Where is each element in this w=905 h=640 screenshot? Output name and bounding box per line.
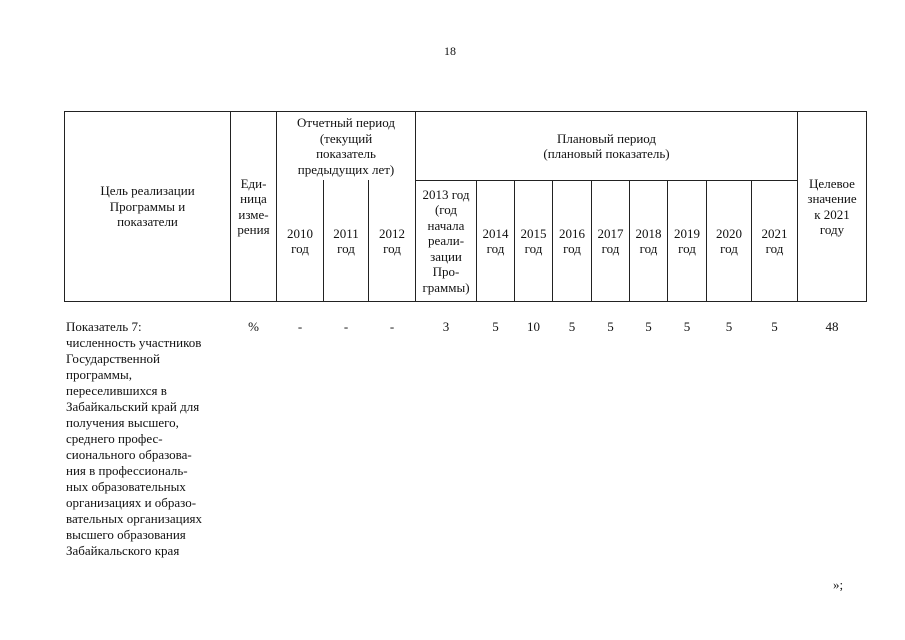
value-2020: 5 (725, 319, 733, 334)
header-year-2014: 2014 год (482, 225, 509, 256)
value-2016: 5 (568, 319, 576, 334)
header-year-2011: 2011 год (333, 225, 359, 256)
header-year-2017: 2017 год (597, 225, 624, 256)
header-planned-period: Плановый период (плановый показатель) (543, 130, 670, 161)
header-unit: Еди- ница изме- рения (237, 175, 270, 237)
value-2012: - (389, 319, 395, 334)
indicator-description: Показатель 7: численность участников Государственной программы, переселившихся в Забайкальский край для получения высшего, среднего профес- сионального образова- ния в профессиональ- ных образовательных организациях и образо- вательных организациях высшего образования Забайкальского края (66, 319, 203, 558)
unit-value: % (248, 319, 259, 334)
value-2021: 5 (771, 319, 778, 334)
header-year-2010: 2010 год (287, 225, 313, 256)
value-2015: 10 (527, 319, 540, 334)
header-year-2020: 2020 год (716, 225, 742, 256)
value-2013: 3 (442, 319, 450, 334)
value-2018: 5 (645, 319, 652, 334)
value-2010: - (297, 319, 303, 334)
value-2011: - (343, 319, 349, 334)
header-year-2015: 2015 год (520, 225, 547, 256)
header-year-2019: 2019 год (674, 225, 700, 256)
header-year-2018: 2018 год (635, 225, 662, 256)
header-year-2021: 2021 год (761, 225, 788, 256)
value-2019: 5 (683, 319, 691, 334)
closing-quote-mark: »; (833, 577, 844, 592)
target-value: 48 (825, 319, 839, 334)
header-target: Целевое значение к 2021 году (807, 175, 857, 237)
header-year-2013: 2013 год (год начала реали- зации Про- граммы) (422, 186, 470, 295)
value-2014: 5 (492, 319, 499, 334)
header-year-2016: 2016 год (559, 225, 585, 256)
header-goal: Цель реализации Программы и показатели (100, 183, 195, 230)
value-2017: 5 (607, 319, 614, 334)
header-reporting-period: Отчетный период (текущий показатель предыдущих лет) (297, 115, 395, 177)
page-number: 18 (444, 44, 456, 58)
header-year-2012: 2012 год (379, 225, 405, 256)
